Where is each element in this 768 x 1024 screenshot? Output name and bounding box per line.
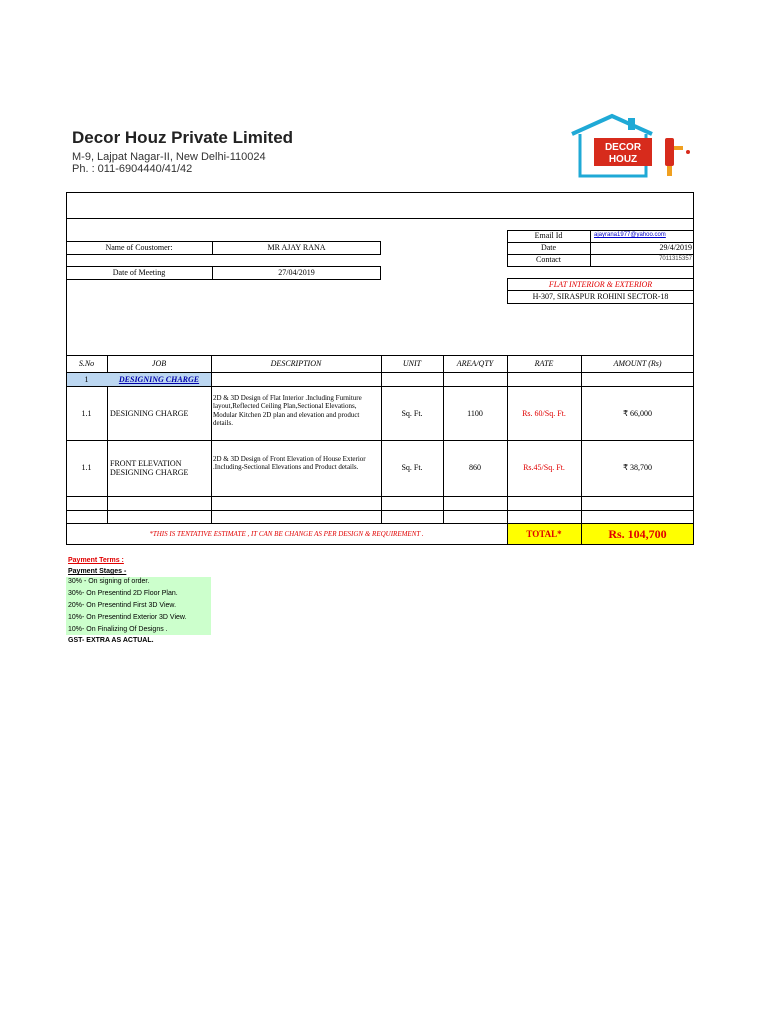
payment-stage-1: 30% - On signing of order. [68, 578, 150, 585]
header-area-qty: AREA/QTY [456, 359, 494, 368]
house-logo-icon [568, 112, 698, 184]
svg-text:HOUZ: HOUZ [608, 154, 638, 165]
company-name: Decor Houz Private Limited [72, 128, 294, 147]
contact-value: 7011315357 [659, 256, 692, 262]
project-type: FLAT INTERIOR & EXTERIOR [548, 280, 653, 289]
row1-amount: ₹ 66,000 [622, 409, 653, 418]
estimate-note: *THIS IS TENTATIVE ESTIMATE , IT CAN BE CHANGE AS PER DESIGN & REQUIREMENT . [149, 530, 424, 538]
payment-stage-3: 20%- On Presentind First 3D View. [68, 602, 177, 609]
header-description: DESCRIPTION [270, 359, 322, 368]
company-logo [568, 112, 698, 184]
customer-name-value: MR AJAY RANA [267, 243, 326, 252]
frame-divider [66, 218, 694, 219]
date-label: Date [540, 243, 557, 252]
row2-unit: Sq. Ft. [401, 463, 423, 472]
header-job: JOB [151, 359, 167, 368]
row1-number: 1.1 [81, 409, 92, 418]
gst-note: GST- EXTRA AS ACTUAL. [68, 637, 154, 644]
contact-label: Contact [536, 255, 561, 264]
row2-qty: 860 [469, 463, 481, 472]
total-value: Rs. 104,700 [608, 527, 667, 541]
project-address: H-307, SIRASPUR ROHINI SECTOR-18 [532, 292, 669, 301]
row1-rate: Rs. 60/Sq. Ft. [522, 409, 566, 418]
row2-amount: ₹ 38,700 [622, 463, 653, 472]
payment-stages-title: Payment Stages - [68, 568, 127, 575]
email-link[interactable]: ajayrana1977@yahoo.com [594, 232, 666, 238]
customer-name-label: Name of Coustomer: [105, 243, 173, 252]
payment-stage-4: 10%- On Presentind Exterior 3D View. [68, 614, 187, 621]
row1-unit: Sq. Ft. [401, 409, 423, 418]
row2-job: FRONT ELEVATION DESIGNING CHARGE [110, 459, 189, 477]
row1-description: 2D & 3D Design of Flat Interior .Including Furniture layout,Reflected Ceiling Plan,Sectional Elevations, Modular Kitchen 2D plan and elevation and product details. [213, 394, 362, 428]
row2-description: 2D & 3D Design of Front Elevation of House Exterior .Including-Sectional Elevations and Product details. [213, 455, 366, 472]
row2-rate: Rs.45/Sq. Ft. [523, 463, 565, 472]
section-number: 1 [84, 375, 89, 384]
header-unit: UNIT [402, 359, 422, 368]
svg-text:DECOR: DECOR [604, 142, 642, 153]
section-title: DESIGNING CHARGE [118, 375, 200, 384]
email-label: Email Id [534, 231, 563, 240]
company-address: M-9, Lajpat Nagar-II, New Delhi-110024 [72, 151, 266, 163]
meeting-date-value: 27/04/2019 [278, 268, 315, 277]
row1-qty: 1100 [467, 409, 483, 418]
payment-terms-title: Payment Terms : [68, 557, 124, 564]
total-label: TOTAL* [526, 529, 562, 539]
header-amount: AMOUNT (Rs) [613, 359, 662, 368]
meeting-date-label: Date of Meeting [112, 268, 166, 277]
company-phone: Ph. : 011-6904440/41/42 [72, 163, 193, 175]
date-value: 29/4/2019 [659, 243, 692, 252]
payment-stage-5: 10%- On Finalizing Of Designs . [68, 626, 168, 633]
row1-job: DESIGNING CHARGE [110, 409, 189, 418]
payment-stage-2: 30%- On Presentind 2D Floor Plan. [68, 590, 178, 597]
header-rate: RATE [534, 359, 554, 368]
row2-number: 1.1 [81, 463, 92, 472]
header-sno: S.No [78, 359, 95, 368]
